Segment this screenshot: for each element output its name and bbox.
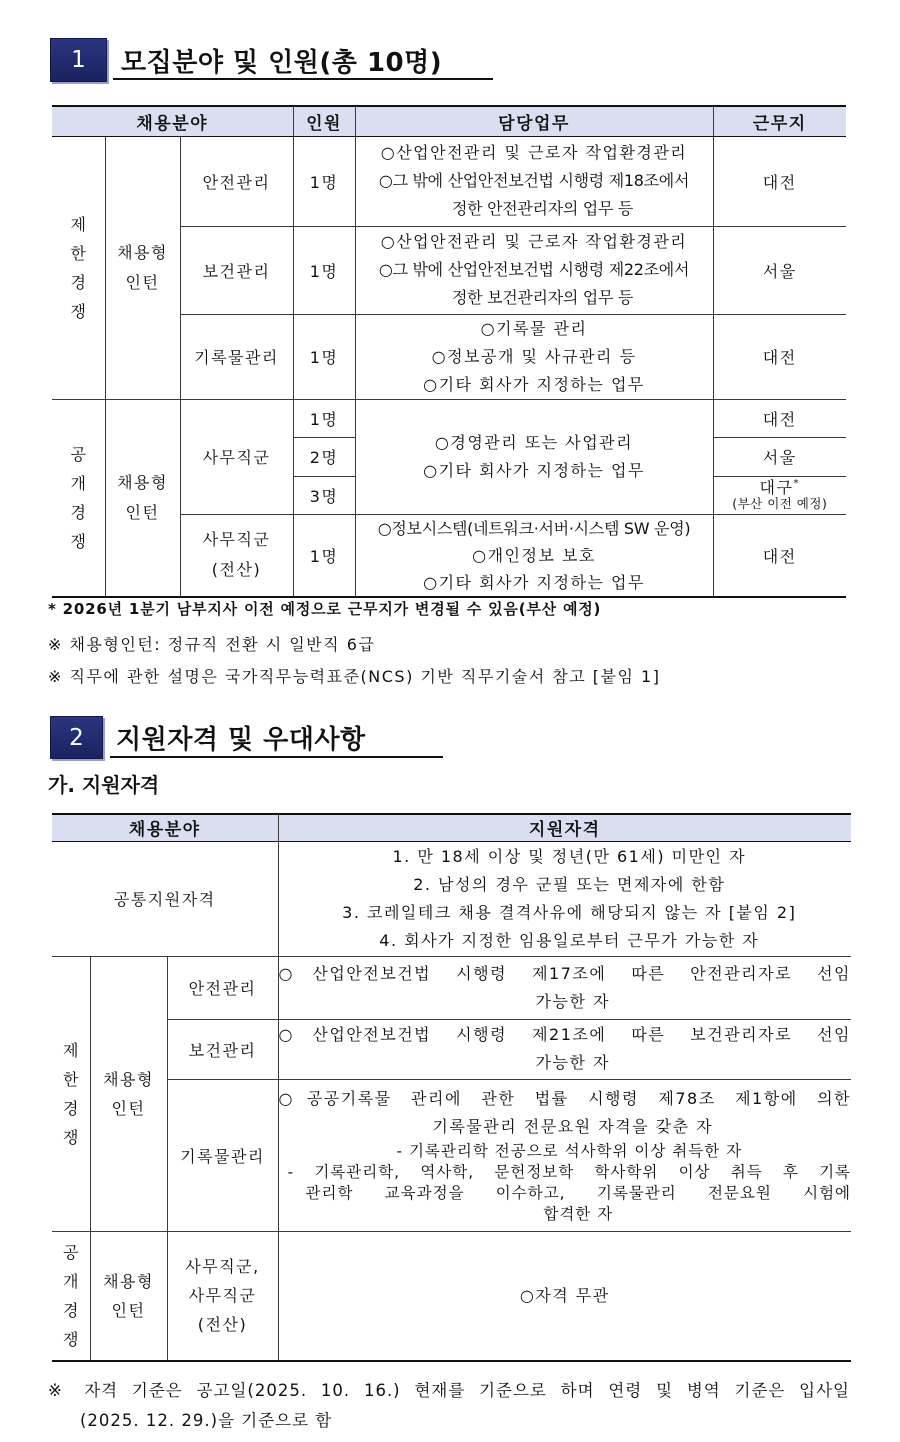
list-item: 2. 남성의 경우 군필 또는 면제자에 한함 [413,874,726,894]
qualification-table [52,813,851,1362]
qualification-line: ○자격 무관 [519,1285,610,1305]
section-2-number-badge: 2 [50,716,103,759]
qualification-subitem: - 기록관리학, 역사학, 문헌정보학 학사학위 이상 취득 후 기록 [287,1163,852,1181]
job-office [167,1231,278,1361]
duty-line: ○경영관리 또는 사업관리 [434,432,634,452]
hire-type-label: 채용형 인턴 [103,1271,154,1320]
job-records: 기록물관리 [180,314,293,399]
qualification-subitem: 관리학 교육과정을 이수하고, 기록물관리 전문요원 시험에 [305,1184,852,1202]
job-health: 보건관리 [167,1019,278,1079]
table-header-row [52,814,851,841]
job-health: 보건관리 [180,226,293,314]
hire-type-label: 채용형 인턴 [103,1069,154,1118]
list-item: 1. 만 18세 이상 및 정년(만 61세) 미만인 자 [392,846,747,866]
duty-line: ○산업안전관리 및 근로자 작업환경관리 [380,143,688,162]
duties-health [355,226,713,314]
duty-line: ○기타 회사가 지정하는 업무 [423,460,645,480]
ncs-note: ※ 직무에 관한 설명은 국가직무능력표준(NCS) 기반 직무기술서 참고 [붙임 1] [48,667,661,686]
section-1-title: 모집분야 및 인원(총 10명) [121,48,443,78]
hire-type-cell [90,956,167,1231]
competition-restricted-cell [52,136,105,399]
recruitment-table [52,105,846,598]
section-2-title: 지원자격 및 우대사항 [116,725,366,755]
headcount-office-3: 3명 [293,476,355,514]
location-records: 대전 [713,314,846,399]
location-health: 서울 [713,226,846,314]
location-office-2: 서울 [713,437,846,476]
table-row [52,399,846,437]
headcount-office-1: 1명 [293,399,355,437]
qualification-line: ○공공기록물 관리에 관한 법률 시행령 제78조 제1항에 의한 [278,1089,852,1108]
qualification-subitem: - 기록관리학 전공으로 석사학위 이상 취득한 자 [396,1142,743,1160]
job-office-it [180,514,293,597]
competition-restricted-cell [52,956,90,1231]
hire-type-label: 채용형 인턴 [117,242,168,292]
header-field: 채용분야 [52,814,278,841]
header-headcount: 인원 [293,106,355,136]
hire-type-label: 채용형 인턴 [117,472,168,522]
qualification-safety [278,956,851,1019]
table-header-row [52,106,846,136]
duty-line: 정한 보건관리자의 업무 등 [451,288,634,307]
hire-type-cell [105,399,180,597]
location-office-1: 대전 [713,399,846,437]
table-row [52,136,846,226]
list-item: 4. 회사가 지정한 임용일로부터 근무가 가능한 자 [379,930,760,950]
job-office-label: 사무직군, 사무직군 (전산) [185,1257,260,1335]
location-office-it: 대전 [713,514,846,597]
headcount-records: 1명 [293,314,355,399]
section-1-number-badge: 1 [50,38,107,82]
competition-open-cell [52,399,105,597]
headcount-safety: 1명 [293,136,355,226]
relocation-note: * 2026년 1분기 남부지사 이전 예정으로 근무지가 변경될 수 있음(부산 예정) [48,600,602,618]
intern-note: ※ 채용형인턴: 정규직 전환 시 일반직 6급 [48,635,376,654]
duty-line: 정한 안전관리자의 업무 등 [451,199,634,218]
duties-safety [355,136,713,226]
competition-open-label: 공개경쟁 [70,444,86,551]
job-office-it-label: 사무직군 (전산) [202,530,271,579]
location-office-3-city: 대구 [759,478,794,497]
header-qualification: 지원자격 [278,814,851,841]
table-row [52,956,851,1019]
duty-line: ○산업안전관리 및 근로자 작업환경관리 [380,232,688,251]
competition-restricted-label: 제한경쟁 [70,214,86,321]
section-2-underline [110,756,443,758]
qualification-subitem: 합격한 자 [543,1205,614,1223]
job-office: 사무직군 [180,399,293,514]
headcount-office-it: 1명 [293,514,355,597]
qualification-office [278,1231,851,1361]
duties-records [355,314,713,399]
header-duties: 담당업무 [355,106,713,136]
qualification-line: ○산업안전보건법 시행령 제17조에 따른 안전관리자로 선임 [278,963,852,983]
common-qualification-label: 공통지원자격 [52,841,278,956]
duties-office-it [355,514,713,597]
qualification-line: 가능한 자 [535,991,610,1011]
section-1-underline [113,78,493,80]
duty-line: ○정보시스템(네트워크·서버·시스템 SW 운영) [377,518,691,538]
criteria-footnote-line-2: (2025. 12. 29.)을 기준으로 함 [80,1411,333,1430]
job-safety: 안전관리 [180,136,293,226]
competition-open-cell [52,1231,90,1361]
table-row [52,841,851,956]
qualification-line: 기록물관리 전문요원 자격을 갖춘 자 [432,1117,714,1136]
location-asterisk: * [793,478,800,489]
headcount-office-2: 2명 [293,437,355,476]
location-office-3-note: (부산 이전 예정) [732,496,828,511]
qualification-subheading: 가. 지원자격 [48,773,160,797]
header-field: 채용분야 [52,106,293,136]
competition-open-label: 공개경쟁 [63,1242,79,1349]
duty-line: ○기타 회사가 지정하는 업무 [423,572,645,592]
hire-type-cell [105,136,180,399]
location-safety: 대전 [713,136,846,226]
duty-line: ○기타 회사가 지정하는 업무 [423,374,645,394]
duty-line: ○그 밖에 산업안전보건법 시행령 제22조에서 [378,260,690,279]
criteria-footnote-line-1: ※ 자격 기준은 공고일(2025. 10. 16.) 현재를 기준으로 하며 연령 및 병역 기준은 입사일 [48,1381,850,1400]
job-safety: 안전관리 [167,956,278,1019]
common-qualification-list [278,841,851,956]
duty-line: ○개인정보 보호 [472,545,596,565]
table-row [52,1231,851,1361]
duties-office [355,399,713,514]
hire-type-cell [90,1231,167,1361]
qualification-records [278,1079,851,1231]
job-records: 기록물관리 [167,1079,278,1231]
headcount-health: 1명 [293,226,355,314]
qualification-health [278,1019,851,1079]
header-location: 근무지 [713,106,846,136]
duty-line: ○그 밖에 산업안전보건법 시행령 제18조에서 [378,171,690,190]
qualification-line: ○산업안전보건법 시행령 제21조에 따른 보건관리자로 선임 [278,1025,852,1044]
duty-line: ○정보공개 및 사규관리 등 [431,346,637,366]
location-office-3 [713,476,846,514]
table-row [52,1019,851,1079]
qualification-line: 가능한 자 [535,1053,610,1072]
list-item: 3. 코레일테크 채용 결격사유에 해당되지 않는 자 [붙임 2] [342,902,797,922]
table-row [52,1079,851,1231]
location-office-3-main [714,479,847,497]
duty-line: ○기록물 관리 [480,318,588,338]
competition-restricted-label: 제한경쟁 [63,1040,79,1147]
